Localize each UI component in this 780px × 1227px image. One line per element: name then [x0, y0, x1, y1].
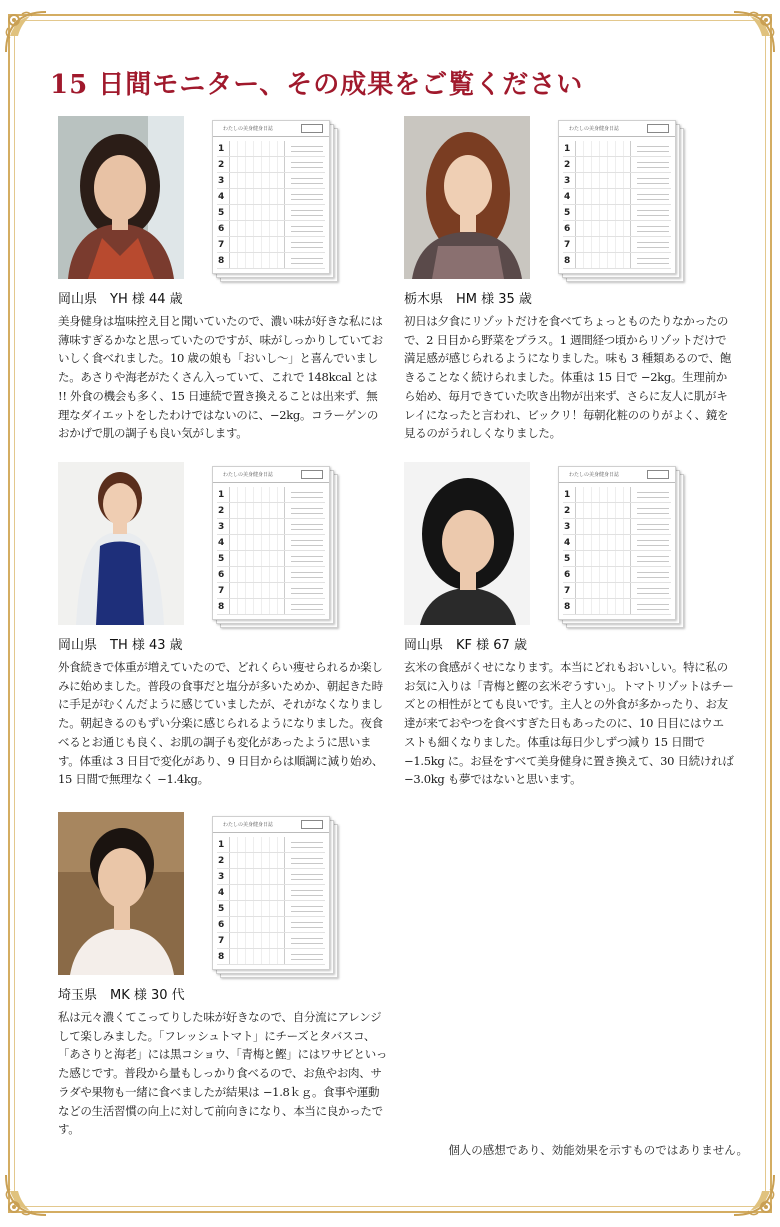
- corner-ornament-icon: [0, 6, 52, 58]
- page-title: 15 日間モニター、その成果をご覧ください: [50, 70, 584, 100]
- disclaimer-note: 個人の感想であり、効能効果を示すものではありません。: [448, 1143, 748, 1157]
- testimonial-name: 岡山県 YH 様 44 歳: [58, 292, 183, 307]
- diary-sheet-stack: わたしの美身健身日誌 1 2 3 4 5 6 7 8: [558, 120, 688, 284]
- corner-ornament-icon: [728, 6, 780, 58]
- testimonial-name: 岡山県 TH 様 43 歳: [58, 638, 183, 653]
- diary-sheet-stack: わたしの美身健身日誌 1 2 3 4 5 6 7 8: [212, 466, 342, 630]
- testimonial-name: 栃木県 HM 様 35 歳: [404, 292, 532, 307]
- testimonial-text: 外食続きで体重が増えていたので、どれくらい痩せられるか楽しみに始めました。普段の食事だと塩分が多いためか、朝起きた時に手足がむくんだように感じていましたが、それがなくなりました。朝起きるのもずい分楽に感じられるようになりました。夜食べるとお通じも良く、お肌の調子も変化があったように思います。体重は 3 日目で変化があり、9 日目からは順調に減り始め、15 日間で無理なく −1.4kg。: [58, 660, 384, 787]
- corner-ornament-icon: [0, 1169, 52, 1221]
- portrait-photo: [58, 812, 184, 975]
- testimonial-text: 私は元々濃くてこってりした味が好きなので、自分流にアレンジして楽しみました。「フレッシュトマト」にチーズとタバスコ、「あさりと海老」には黒コショウ、「青梅と鰹」にはワサビといった感じです。普段から量もしっかり食べるので、お魚やお肉、サラダや果物も一緒に食べましたが結果は −1.8ｋｇ。食事や運動などの生活習慣の向上に対して前向きになり、本当に良かったです。: [58, 1010, 388, 1137]
- portrait-photo: [404, 116, 530, 279]
- testimonial-text: 美身健身は塩味控え目と聞いていたので、濃い味が好きな私には薄味すぎるかなと思っていたのですが、味がしっかりしていておいしく食べれました。10 歳の娘も「おいし～」と喜んでいました。あさりや海老がたくさん入っていて、これで 148kcal とは !! 外食の機会も多く、15 日連続で置き換えることは出来ず、無理なダイエットをしたわけではないのに、−2kg。コラーゲンのおかげで肌の調子も良い気がします。: [58, 314, 383, 441]
- portrait-photo: [58, 116, 184, 279]
- corner-ornament-icon: [728, 1169, 780, 1221]
- testimonial-text: 玄米の食感がくせになります。本当にどれもおいしい。特に私のお気に入りは「青梅と鰹の玄米ぞうすい」。トマトリゾットはチーズとの相性がとても良いです。主人との外食が多かったり、お友達が来ておやつを食べすぎた日もあったのに、10 日目にはウエストも細くなりました。体重は毎日少しずつ減り 15 日間で −1.5kg に。お昼をすべて美身健身に置き換えて、30 日続ければ −3.0kg も夢ではないと思います。: [404, 660, 734, 787]
- testimonial-name: 岡山県 KF 様 67 歳: [404, 638, 527, 653]
- diary-sheet-stack: わたしの美身健身日誌 1 2 3 4 5 6 7 8: [212, 816, 342, 980]
- portrait-photo: [404, 462, 530, 625]
- diary-sheet-stack: わたしの美身健身日誌 1 2 3 4 5 6 7 8: [558, 466, 688, 630]
- testimonial-text: 初日は夕食にリゾットだけを食べてちょっとものたりなかったので、2 日目から野菜をプラス。1 週間経つ頃からリゾットだけで満足感が感じられるようになりました。味も 3 種類あるので、飽きることなく続けられました。体重は 15 日で −2kg。生理前から始め、毎月できていた吹き出物が出来ず、さらに友人に肌がキレイになったと言われ、ビックリ！毎朝化粧ののりがよく、鏡を見るのがうれしくなりました。: [404, 314, 732, 441]
- testimonial-name: 埼玉県 MK 様 30 代: [58, 988, 185, 1003]
- portrait-photo: [58, 462, 184, 625]
- diary-sheet-stack: わたしの美身健身日誌 1 2 3 4 5 6 7 8: [212, 120, 342, 284]
